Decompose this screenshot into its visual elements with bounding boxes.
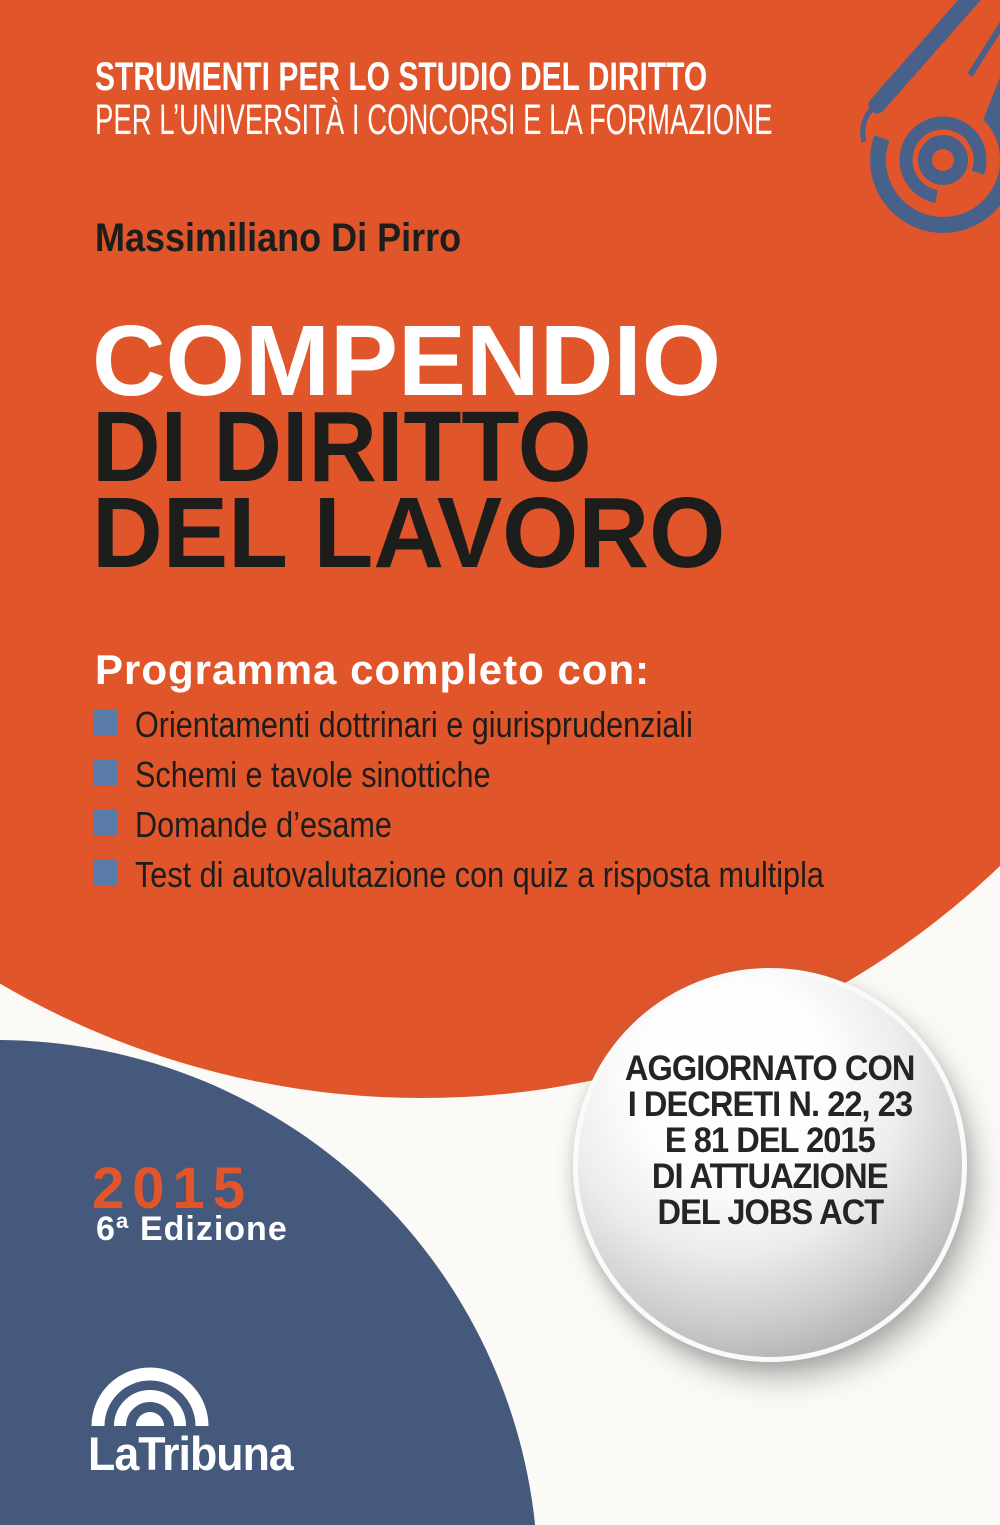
feature-item-label: Domande d’esame (135, 804, 392, 845)
feature-item (93, 706, 953, 743)
badge-line: E 81 DEL 2015 (665, 1121, 875, 1160)
feature-item-label: Test di autovalutazione con quiz a risposta multipla (135, 854, 824, 895)
square-bullet-icon (93, 810, 117, 836)
title-line-1: COMPENDIO (92, 305, 722, 417)
feature-item (93, 806, 953, 843)
feature-list (93, 706, 953, 906)
feature-item (93, 756, 953, 793)
square-bullet-icon (93, 710, 117, 736)
edition-year: 2015 (92, 1156, 254, 1221)
square-bullet-icon (93, 760, 117, 786)
features-heading: Programma completo con: (95, 646, 651, 693)
edition-label: 6ª Edizione (96, 1210, 288, 1248)
badge-line: DI ATTUAZIONE (652, 1157, 888, 1196)
publisher-name: LaTribuna (88, 1427, 293, 1480)
series-title: STRUMENTI PER LO STUDIO DEL DIRITTO (95, 55, 708, 99)
update-badge-text (578, 949, 962, 1333)
badge-line: DEL JOBS ACT (657, 1193, 883, 1232)
title-line-2: DI DIRITTO (92, 391, 592, 503)
feature-item-label: Orientamenti dottrinari e giurisprudenziali (135, 704, 693, 745)
feature-item-label: Schemi e tavole sinottiche (135, 754, 491, 795)
feature-item (93, 856, 953, 893)
series-subtitle: PER L’UNIVERSITÀ I CONCORSI E LA FORMAZIONE (95, 96, 773, 144)
author-name: Massimiliano Di Pirro (95, 216, 462, 260)
badge-line: AGGIORNATO CON (625, 1049, 915, 1088)
square-bullet-icon (93, 860, 117, 886)
update-badge-sphere (573, 968, 967, 1362)
badge-line: I DECRETI N. 22, 23 (627, 1085, 913, 1124)
book-title (92, 305, 738, 589)
series-banner (95, 56, 1000, 142)
title-line-3: DEL LAVORO (92, 477, 726, 589)
